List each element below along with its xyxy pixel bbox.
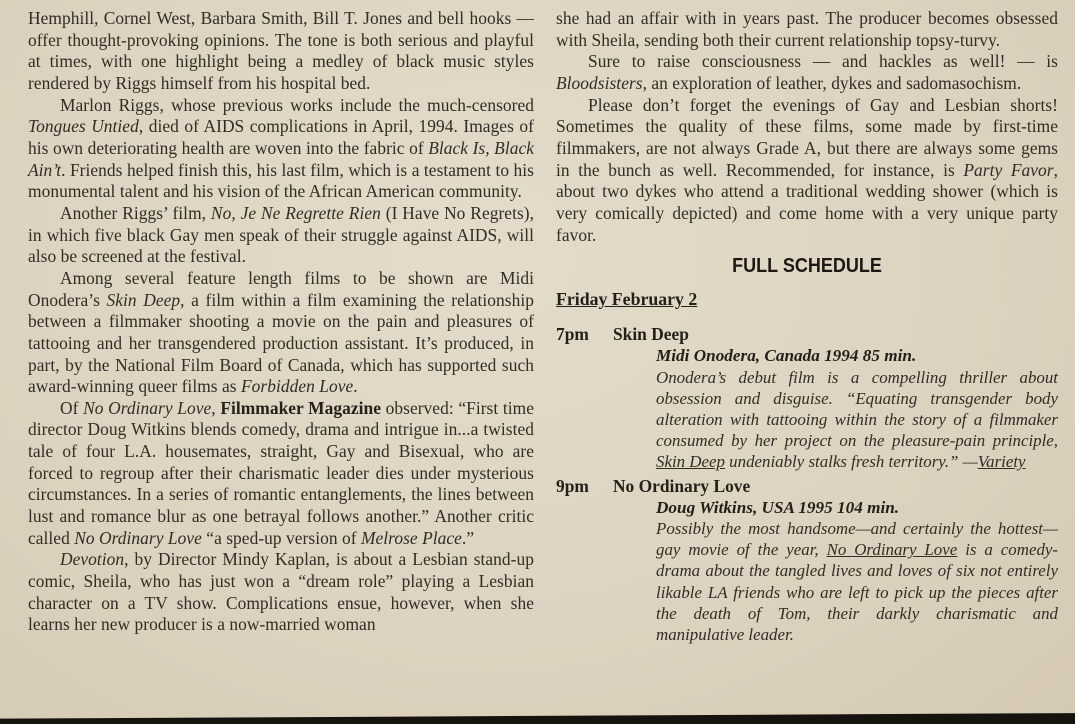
schedule-item bbox=[556, 323, 1058, 472]
text-segment: .” bbox=[461, 527, 475, 548]
text-segment: Among several feature length films to be shown are Midi Onodera’s bbox=[28, 267, 534, 310]
film-credit: Doug Witkins, USA 1995 104 min. bbox=[656, 497, 900, 517]
paragraph bbox=[28, 398, 534, 550]
text-segment: No Ordinary Love bbox=[74, 527, 202, 548]
text-segment: Please don’t forget the evenings of Gay and Lesbian shorts! Sometimes the quality of these films, some made by first-time filmmakers, are not always Grade A, but there are always some gems in the bunch as well. Recommended, for instance, is bbox=[556, 94, 1058, 180]
film-title: Skin Deep bbox=[613, 324, 689, 345]
text-segment: Skin Deep bbox=[656, 451, 725, 471]
text-segment: , an exploration of leather, dykes and sadomasochism. bbox=[642, 72, 1022, 93]
text-segment: Another Riggs’ film, bbox=[60, 202, 211, 223]
text-segment: Sure to raise consciousness — and hackles as well! — is bbox=[588, 51, 1058, 72]
text-segment: Black Is, Black Ain’t bbox=[28, 137, 534, 180]
text-segment: is a comedy-drama about the tangled lives and loves of six not entirely likable LA friends who are left to pick up the pieces after the death of Tom, their darkly charismatic and manipulative leader. bbox=[656, 540, 1059, 644]
text-segment: Marlon Riggs, whose previous works include the much-censored bbox=[60, 94, 534, 115]
text-segment: Possibly the most handsome—and certainly the hottest—gay movie of the year, bbox=[656, 519, 1058, 560]
text-segment: Bloodsisters bbox=[556, 72, 643, 93]
text-segment: No Ordinary Love bbox=[83, 397, 212, 418]
film-credit: Midi Onodera, Canada 1994 85 min. bbox=[656, 346, 917, 366]
paragraph bbox=[28, 268, 534, 398]
paragraph bbox=[556, 8, 1058, 51]
text-segment: . Friends helped finish this, his last film, which is a testament to his monumental talent and his vision of the African American community. bbox=[28, 159, 534, 202]
paragraph bbox=[28, 203, 534, 268]
text-segment: . bbox=[353, 376, 358, 397]
text-segment: observed: “First time director Doug Witkins blends comedy, drama and intrigue in...a twisted tale of four L.A. housemates, straight, Gay and Bisexual, who are forced to regroup after their charismatic leader dies under mysterious circumstances. In a series of romantic entanglements, the lines between lust and romance blur as one betrayal follows another.” Another critic called bbox=[28, 397, 534, 548]
text-segment: Skin Deep bbox=[106, 289, 181, 310]
text-segment: , died of AIDS complications in April, 1994. Images of his own deteriorating health are woven into the fabric of bbox=[28, 116, 534, 158]
text-segment: (I Have No Regrets), in which five black Gay men speak of their struggle against AIDS, will also be screened at the festival. bbox=[28, 202, 535, 267]
schedule-item bbox=[556, 475, 1058, 645]
schedule-time: 9pm bbox=[556, 475, 589, 496]
text-segment: undeniably stalks fresh territory.” — bbox=[724, 451, 978, 471]
paragraph bbox=[556, 51, 1058, 94]
text-segment: Onodera’s debut film is a compelling thriller about obsession and disguise. “Equating transgender body alteration with tattooing within the story of a filmmaker consumed by her project on the pleasure-pain principle, bbox=[656, 367, 1058, 450]
text-segment: Melrose Place bbox=[360, 527, 462, 548]
schedule-entry-body bbox=[613, 475, 1058, 645]
text-segment: , bbox=[211, 397, 221, 418]
schedule-entry-body bbox=[613, 323, 1058, 472]
page-bottom-scan-edge bbox=[0, 710, 1075, 724]
film-description bbox=[656, 367, 1058, 472]
film-title: No Ordinary Love bbox=[613, 475, 751, 496]
full-schedule-heading: FULL SCHEDULE bbox=[732, 255, 882, 278]
text-segment: Party Favor bbox=[963, 159, 1054, 180]
schedule-time: 7pm bbox=[556, 324, 589, 345]
paragraph bbox=[28, 8, 534, 95]
film-description bbox=[656, 518, 1058, 645]
text-segment: , a film within a film examining the relationship between a filmmaker shooting a movie on the pain and pleasures of tattooing and her transgendered production assistant. It’s produced, in part, by the National Film Board of Canada, which has supported such award-winning queer films as bbox=[28, 289, 534, 397]
text-segment: Of bbox=[60, 397, 84, 418]
paragraph bbox=[28, 95, 534, 203]
text-segment: “a sped-up version of bbox=[201, 527, 361, 548]
right-column bbox=[556, 8, 1058, 648]
text-segment: she had an affair with in years past. The producer becomes obsessed with Sheila, sending both their current relationship topsy-turvy. bbox=[556, 8, 1058, 50]
text-segment: Filmmaker Magazine bbox=[220, 397, 381, 418]
schedule-date-heading: Friday February 2 bbox=[556, 289, 698, 310]
text-segment: No Ordinary Love bbox=[826, 540, 958, 560]
paragraph bbox=[28, 549, 534, 636]
text-segment: Hemphill, Cornel West, Barbara Smith, Bill T. Jones and bell hooks — offer thought-provoking opinions. The tone is both serious and playful at times, with one highlight being a medley of black music styles rendered by Riggs himself from his hospital bed. bbox=[28, 8, 534, 93]
left-column bbox=[28, 8, 534, 636]
text-segment: Tongues Untied bbox=[28, 116, 139, 137]
text-segment: , about two dykes who attend a traditional wedding shower (which is very comically depicted) and come home with a very unique party favor. bbox=[556, 159, 1058, 245]
text-segment: Forbidden Love bbox=[240, 376, 354, 397]
text-segment: Devotion bbox=[60, 549, 125, 570]
text-segment: Variety bbox=[977, 451, 1026, 471]
text-segment: No, Je Ne Regrette Rien bbox=[210, 202, 381, 223]
paragraph bbox=[556, 95, 1058, 247]
text-segment: , by Director Mindy Kaplan, is about a Lesbian stand-up comic, Sheila, who has just won a “dream role” playing a Lesbian character on a TV show. Complications ensue, however, when she learns her new producer is a now-married woman bbox=[28, 549, 534, 635]
